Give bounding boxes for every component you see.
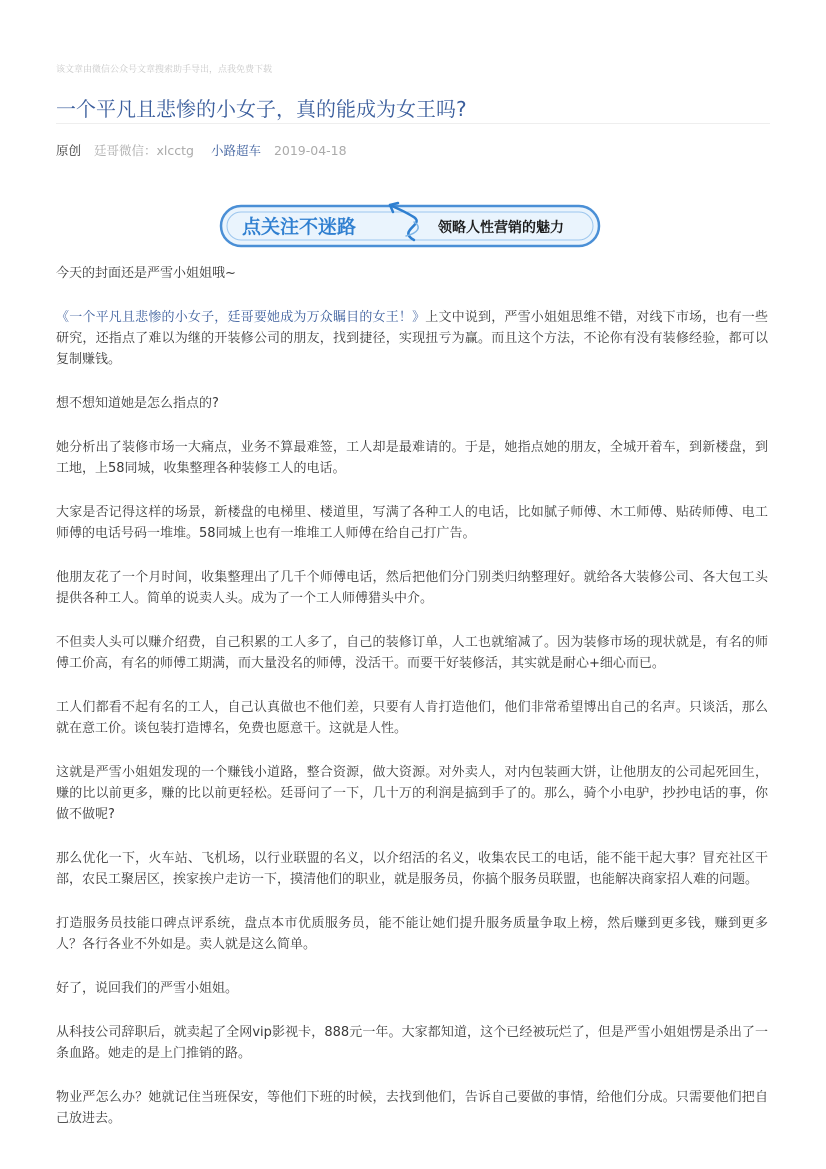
paragraph: 不但卖人头可以赚介绍费，自己积累的工人多了，自己的装修订单，人工也就缩减了。因为装修市场的现状就是，有名的师傅工价高，有名的师傅工期满，而大量没名的师傅，没活干。而要干好装修活，其实就是耐心+细心而已。	[56, 635, 768, 671]
banner-left-text: 点关注不迷路	[242, 216, 357, 238]
follow-banner[interactable]	[218, 200, 602, 252]
original-tag: 原创	[56, 143, 82, 158]
paragraph: 他朋友花了一个月时间，收集整理出了几千个师傅电话，然后把他们分门别类归纳整理好。就给各大装修公司、各大包工头提供各种工人。简单的说卖人头。成为了一个工人师傅猎头中介。	[56, 570, 768, 606]
previous-article-link[interactable]: 《一个平凡且悲惨的小女子，廷哥要她成为万众瞩目的女王！》	[56, 310, 426, 325]
paragraph: 那么优化一下，火车站、飞机场，以行业联盟的名义，以介绍活的名义，收集农民工的电话，能不能干起大事？冒充社区干部，农民工聚居区，挨家挨户走访一下，摸清他们的职业，就是服务员，你搞个服务员联盟，也能解决商家招人难的问题。	[56, 851, 768, 887]
banner-right-text: 领略人性营销的魅力	[438, 220, 564, 236]
publish-date: 2019-04-18	[273, 143, 347, 158]
paragraph: 她分析出了装修市场一大痛点，业务不算最难签，工人却是最难请的。于是，她指点她的朋友，全城开着车，到新楼盘，到工地，上58同城，收集整理各种装修工人的电话。	[56, 440, 768, 476]
paragraph: 想不想知道她是怎么指点的?	[56, 396, 219, 411]
article-meta	[56, 141, 356, 159]
article-title: 一个平凡且悲惨的小女子，真的能成为女王吗?	[56, 97, 467, 121]
paragraph: 物业严怎么办？她就记住当班保安，等他们下班的时候，去找到他们，告诉自己要做的事情，给他们分成。只需要他们把自己放进去。	[56, 1090, 768, 1126]
paragraph: 好了，说回我们的严雪小姐姐。	[56, 981, 239, 996]
paragraph: 今天的封面还是严雪小姐姐哦~	[56, 266, 236, 281]
paragraph: 工人们都看不起有名的工人，自己认真做也不他们差，只要有人肯打造他们，他们非常希望博出自己的名声。只谈活，那么就在意工价。谈包装打造博名，免费也愿意干。这就是人性。	[56, 700, 768, 736]
title-divider	[56, 123, 770, 124]
author-account: 廷哥微信：xlcctg	[94, 143, 194, 158]
paragraph: 《一个平凡且悲惨的小女子，廷哥要她成为万众瞩目的女王！》上文中说到，严雪小姐姐思维不错，对线下市场，也有一些研究，还指点了难以为继的开装修公司的朋友，找到捷径，实现扭亏为赢。而且这个方法，不论你有没有装修经验，都可以复制赚钱。	[56, 310, 768, 367]
article-body	[56, 263, 768, 1152]
paragraph: 从科技公司辞职后，就卖起了全网vip影视卡，888元一年。大家都知道，这个已经被玩烂了，但是严雪小姐姐愣是杀出了一条血路。她走的是上门推销的路。	[56, 1025, 768, 1061]
paragraph: 大家是否记得这样的场景，新楼盘的电梯里、楼道里，写满了各种工人的电话，比如腻子师傅、木工师傅、贴砖师傅、电工师傅的电话号码一堆堆。58同城上也有一堆堆工人师傅在给自己打广告。	[56, 505, 768, 541]
export-notice-link[interactable]: 该文章由微信公众号文章搜索助手导出，点我免费下载	[56, 65, 273, 75]
account-name-link[interactable]: 小路超车	[210, 143, 261, 158]
paragraph: 这就是严雪小姐姐发现的一个赚钱小道路，整合资源，做大资源。对外卖人，对内包装画大饼，让他朋友的公司起死回生，赚的比以前更多，赚的比以前更轻松。廷哥问了一下，几十万的利润是搞到手了的。那么，骑个小电驴，抄抄电话的事，你做不做呢?	[56, 765, 768, 822]
paragraph: 打造服务员技能口碑点评系统，盘点本市优质服务员，能不能让她们提升服务质量争取上榜，然后赚到更多钱，赚到更多人？各行各业不外如是。卖人就是这么简单。	[56, 916, 768, 952]
